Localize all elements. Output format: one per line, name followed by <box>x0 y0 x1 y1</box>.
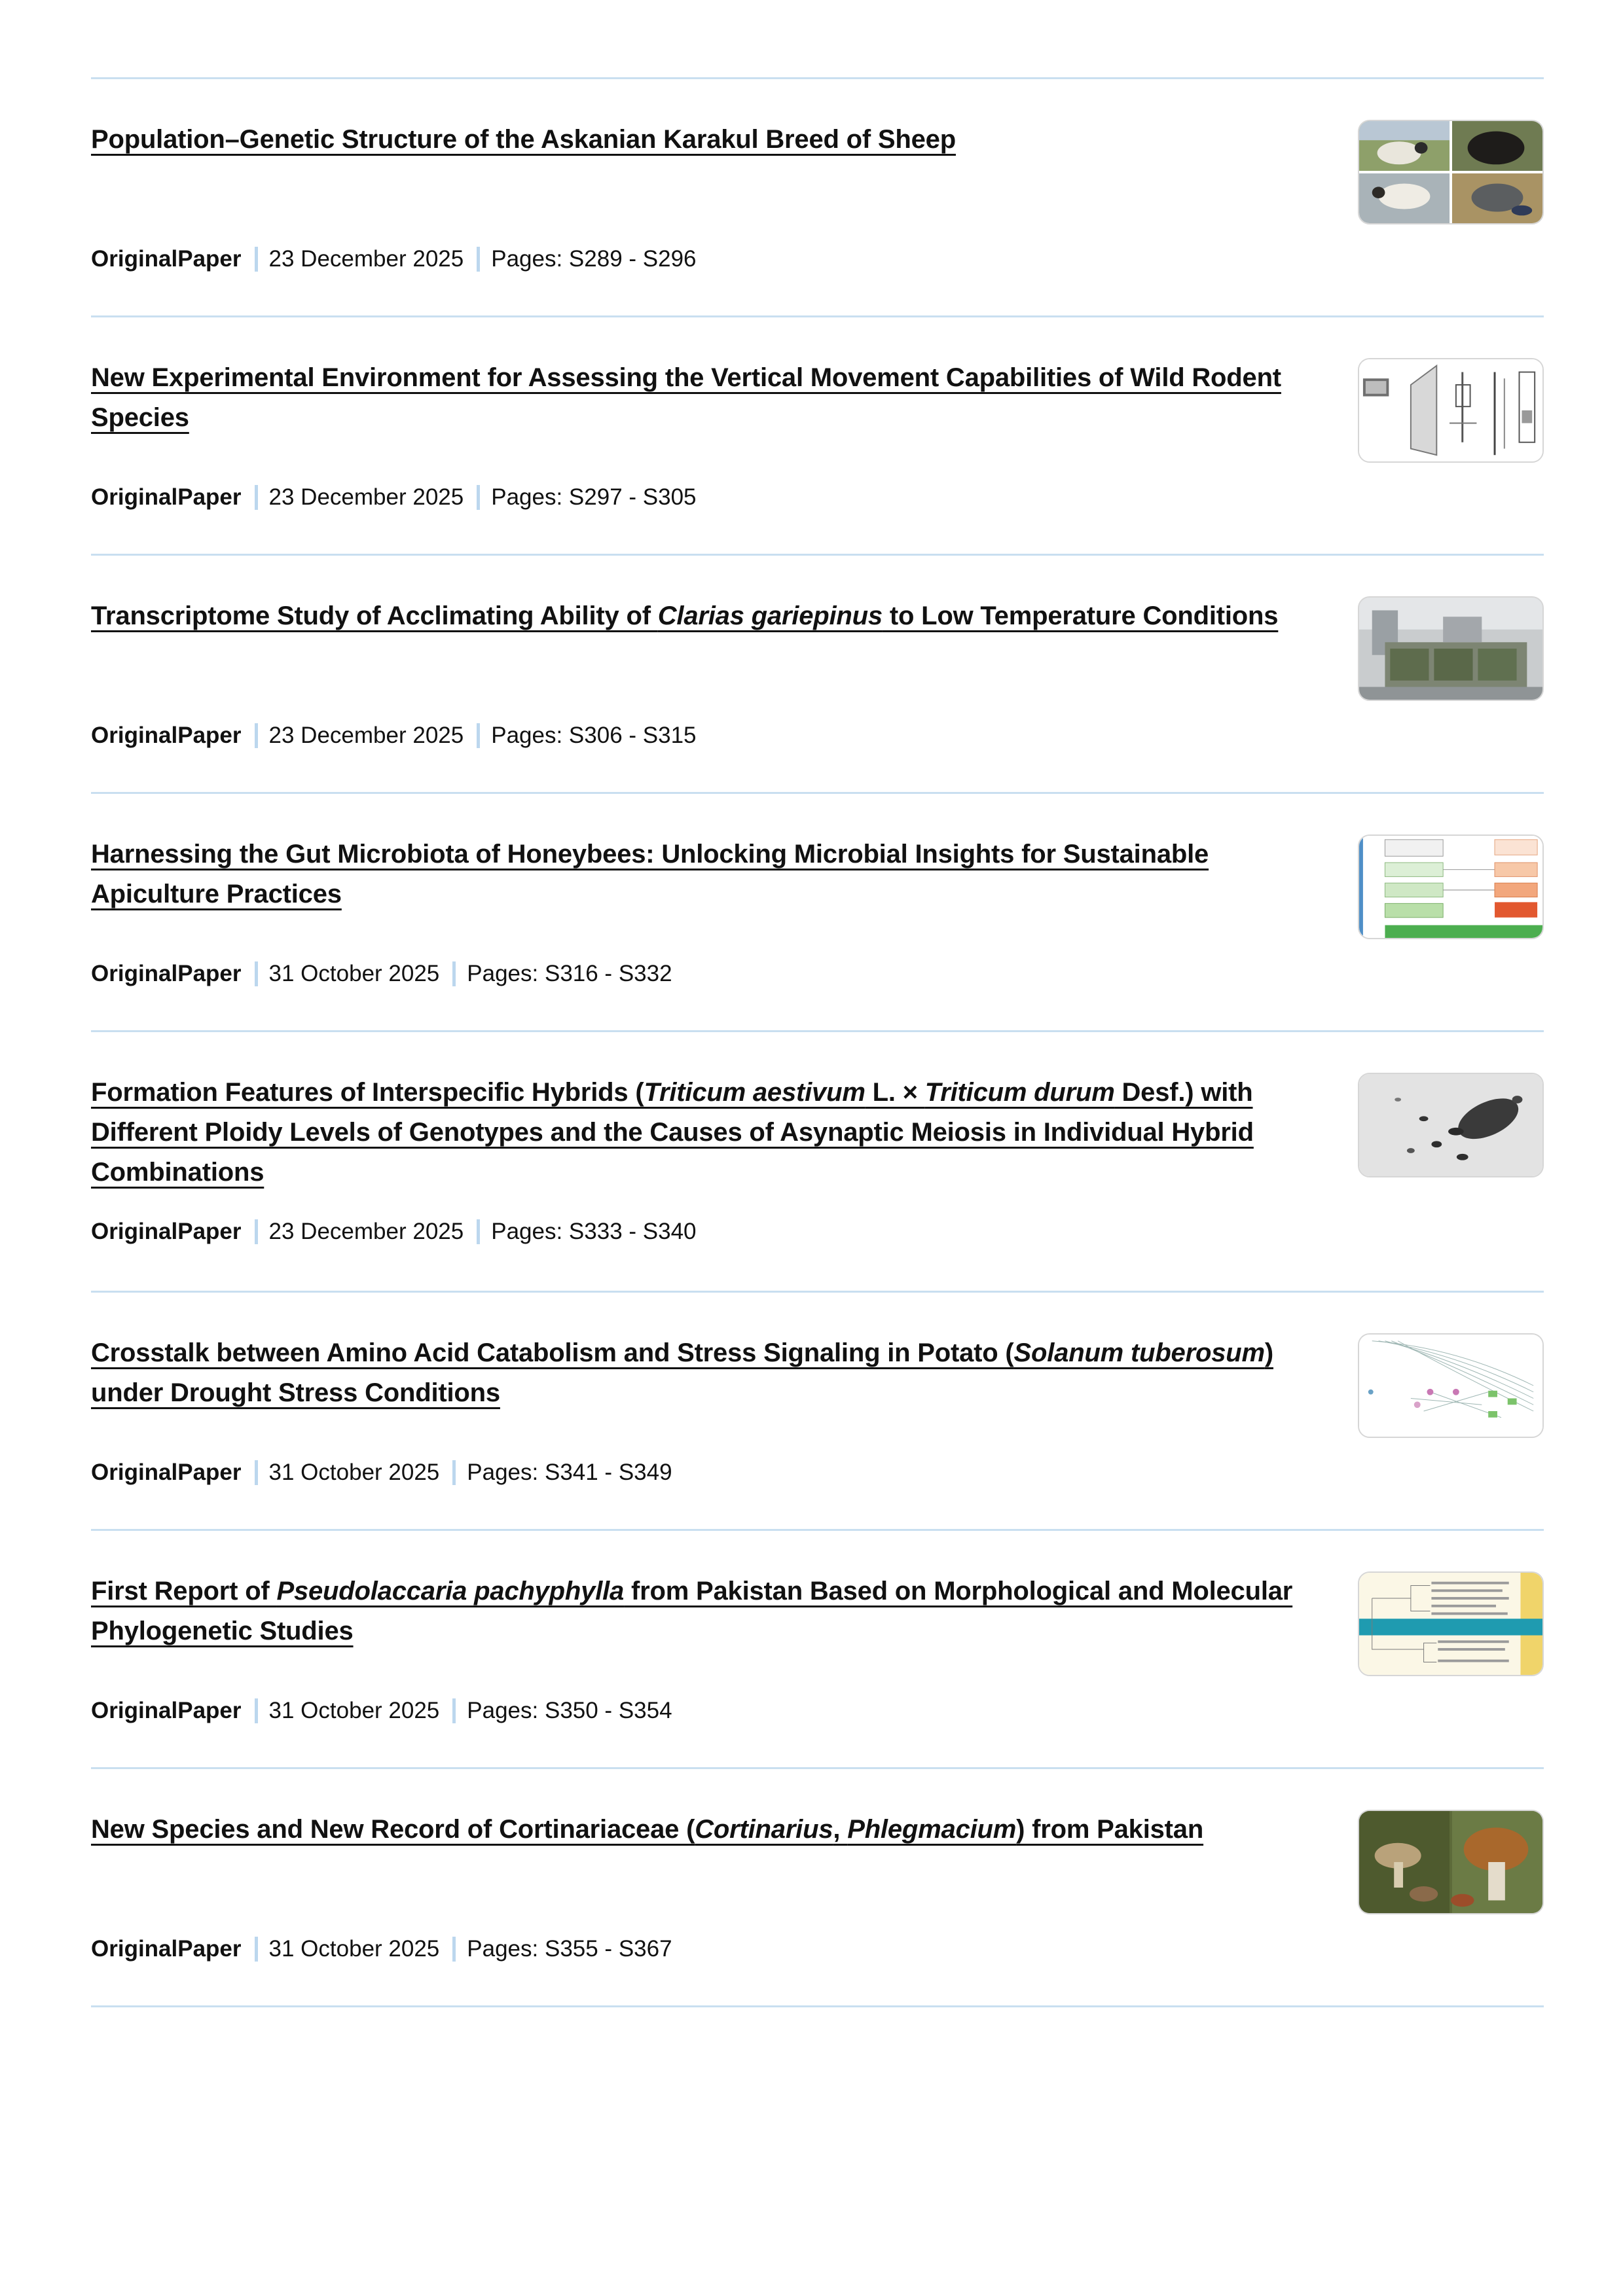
article-meta <box>91 1460 672 1486</box>
fish-tanks-photo-thumbnail[interactable] <box>1358 596 1544 701</box>
chromosome-micrograph-thumbnail[interactable] <box>1358 1073 1544 1177</box>
article-title <box>91 1810 1309 1850</box>
article-title-link[interactable]: Harnessing the Gut Microbiota of Honeybees: Unlocking Microbial Insights for Sustainable Apiculture Practices <box>91 840 1209 908</box>
article-item <box>91 317 1544 556</box>
apparatus-diagram-thumbnail[interactable] <box>1358 358 1544 463</box>
article-item <box>91 1032 1544 1293</box>
article-type: OriginalPaper <box>91 723 242 748</box>
article-item <box>91 794 1544 1032</box>
article-title <box>91 358 1309 438</box>
sheep-photo-thumbnail[interactable] <box>1358 120 1544 224</box>
meta-divider <box>477 485 480 510</box>
meta-divider <box>452 1937 456 1962</box>
publication-date: 23 December 2025 <box>268 484 464 510</box>
article-item <box>91 1769 1544 2007</box>
article-item <box>91 1531 1544 1769</box>
meta-divider <box>255 1937 258 1962</box>
publication-date: 31 October 2025 <box>268 1936 440 1962</box>
article-title <box>91 1333 1309 1413</box>
network-diagram-thumbnail[interactable] <box>1358 1333 1544 1438</box>
article-meta <box>91 1219 697 1245</box>
page-range: Pages: S350 - S354 <box>467 1698 672 1723</box>
network-diagram-thumbnail-image <box>1359 1335 1542 1437</box>
publication-date: 31 October 2025 <box>268 961 440 986</box>
article-type: OriginalPaper <box>91 484 242 510</box>
page-range: Pages: S355 - S367 <box>467 1936 672 1962</box>
meta-divider <box>477 247 480 272</box>
article-item <box>91 556 1544 794</box>
article-meta <box>91 246 697 272</box>
publication-date: 23 December 2025 <box>268 246 464 272</box>
article-type: OriginalPaper <box>91 1219 242 1244</box>
chromosome-micrograph-thumbnail-image <box>1359 1074 1542 1176</box>
article-title-link[interactable]: New Experimental Environment for Assessing the Vertical Movement Capabilities of Wild Rodent Species <box>91 363 1281 432</box>
meta-divider <box>452 1698 456 1723</box>
article-title-link[interactable]: Transcriptome Study of Acclimating Ability of Clarias gariepinus to Low Temperature Conditions <box>91 601 1279 630</box>
meta-divider <box>255 1698 258 1723</box>
phylogenetic-tree-thumbnail[interactable] <box>1358 1571 1544 1676</box>
mushroom-photo-thumbnail-image <box>1359 1811 1542 1913</box>
page-range: Pages: S306 - S315 <box>491 723 697 748</box>
article-title-link[interactable]: First Report of Pseudolaccaria pachyphylla from Pakistan Based on Morphological and Molecular Phylogenetic Studies <box>91 1577 1293 1645</box>
meta-divider <box>255 485 258 510</box>
article-item <box>91 1293 1544 1531</box>
apparatus-diagram-thumbnail-image <box>1359 359 1542 461</box>
meta-divider <box>452 961 456 986</box>
article-type: OriginalPaper <box>91 1460 242 1485</box>
article-title <box>91 1571 1309 1651</box>
fish-tanks-photo-thumbnail-image <box>1359 598 1542 700</box>
page-range: Pages: S289 - S296 <box>491 246 697 272</box>
page-range: Pages: S341 - S349 <box>467 1460 672 1485</box>
article-title <box>91 1073 1309 1193</box>
flowchart-thumbnail-image <box>1359 836 1542 938</box>
sheep-photo-thumbnail-image <box>1359 121 1542 223</box>
flowchart-thumbnail[interactable] <box>1358 834 1544 939</box>
article-title-link[interactable]: Population–Genetic Structure of the Askanian Karakul Breed of Sheep <box>91 125 956 154</box>
article-list <box>91 77 1544 2007</box>
publication-date: 23 December 2025 <box>268 723 464 748</box>
meta-divider <box>255 723 258 748</box>
phylogenetic-tree-thumbnail-image <box>1359 1573 1542 1675</box>
page-range: Pages: S297 - S305 <box>491 484 697 510</box>
page-range: Pages: S333 - S340 <box>491 1219 697 1244</box>
article-title <box>91 120 1309 160</box>
meta-divider <box>255 247 258 272</box>
article-type: OriginalPaper <box>91 1936 242 1962</box>
meta-divider <box>255 1219 258 1244</box>
meta-divider <box>452 1460 456 1485</box>
article-type: OriginalPaper <box>91 246 242 272</box>
article-type: OriginalPaper <box>91 1698 242 1723</box>
article-meta <box>91 723 697 749</box>
publication-date: 31 October 2025 <box>268 1698 440 1723</box>
meta-divider <box>255 1460 258 1485</box>
meta-divider <box>255 961 258 986</box>
article-item <box>91 79 1544 317</box>
article-title-link[interactable]: New Species and New Record of Cortinariaceae (Cortinarius, Phlegmacium) from Pakistan <box>91 1815 1204 1844</box>
article-title-link[interactable]: Formation Features of Interspecific Hybrids (Triticum aestivum L. × Triticum durum Desf.) with Different Ploidy Levels of Genotypes and the Causes of Asynaptic Meiosis in Individual Hybrid Combinations <box>91 1078 1254 1187</box>
article-meta <box>91 1698 672 1724</box>
meta-divider <box>477 723 480 748</box>
meta-divider <box>477 1219 480 1244</box>
article-meta <box>91 484 697 511</box>
article-title <box>91 834 1309 914</box>
article-title <box>91 596 1309 636</box>
article-title-link[interactable]: Crosstalk between Amino Acid Catabolism and Stress Signaling in Potato (Solanum tuberosum) under Drought Stress Conditions <box>91 1338 1273 1407</box>
publication-date: 23 December 2025 <box>268 1219 464 1244</box>
mushroom-photo-thumbnail[interactable] <box>1358 1810 1544 1914</box>
article-meta <box>91 1936 672 1962</box>
page-range: Pages: S316 - S332 <box>467 961 672 986</box>
publication-date: 31 October 2025 <box>268 1460 440 1485</box>
article-type: OriginalPaper <box>91 961 242 986</box>
article-meta <box>91 961 672 987</box>
